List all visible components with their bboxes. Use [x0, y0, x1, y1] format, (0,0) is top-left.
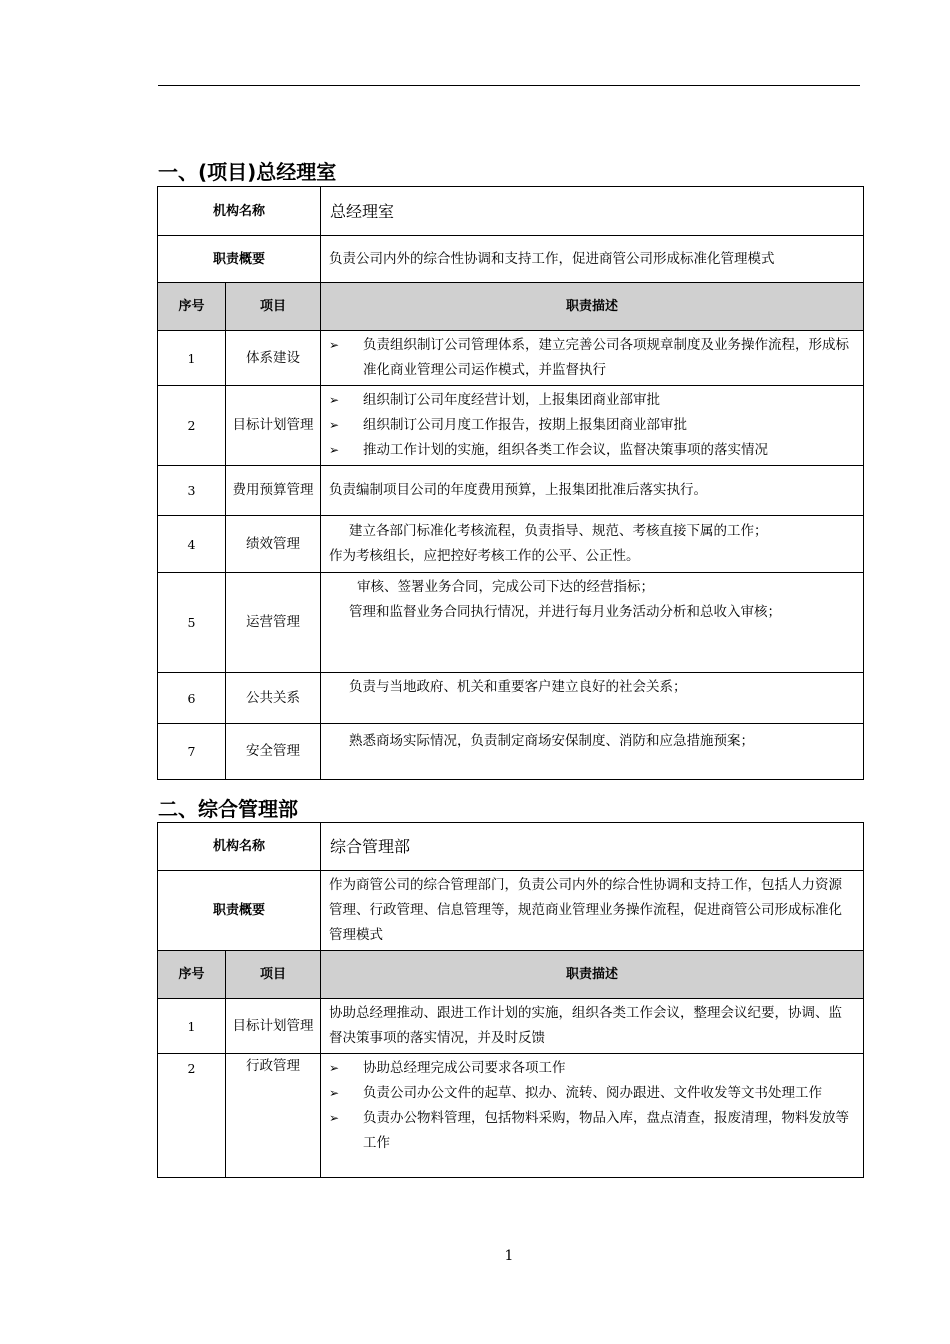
- bullet-line: ➢ 协助总经理完成公司要求各项工作: [329, 1056, 855, 1081]
- summary-label: 职责概要: [158, 871, 321, 951]
- column-header-no: 序号: [158, 283, 226, 331]
- bullet-arrow-icon: ➢: [329, 393, 340, 407]
- row-item: 目标计划管理: [226, 386, 321, 466]
- bullet-arrow-icon: ➢: [329, 1086, 340, 1100]
- bullet-line: ➢ 负责组织制订公司管理体系，建立完善公司各项规章制度及业务操作流程，形成标准化商业管理公司运作模式，并监督执行: [329, 333, 855, 383]
- row-item: 安全管理: [226, 724, 321, 780]
- row-description: [321, 673, 864, 724]
- row-number: 2: [158, 1054, 226, 1178]
- table-header-row: [158, 283, 864, 331]
- table-header-row: [158, 951, 864, 999]
- org-name-label: 机构名称: [158, 187, 321, 236]
- summary-value: 作为商管公司的综合管理部门，负责公司内外的综合性协调和支持工作，包括人力资源管理、行政管理、信息管理等，规范商业管理业务操作流程，促进商管公司形成标准化管理模式: [321, 871, 864, 951]
- row-item: 运营管理: [226, 573, 321, 673]
- header-rule: [158, 85, 860, 86]
- table-row: [158, 573, 864, 673]
- bullet-line: ➢ 负责公司办公文件的起草、拟办、流转、阅办跟进、文件收发等文书处理工作: [329, 1081, 855, 1106]
- section-title: 二、综合管理部: [158, 797, 298, 821]
- description-line: 审核、签署业务合同，完成公司下达的经营指标；: [357, 579, 655, 595]
- row-item: 绩效管理: [226, 516, 321, 573]
- table-row: [158, 386, 864, 466]
- row-description: [321, 386, 864, 466]
- table-row: [158, 331, 864, 386]
- row-number: 5: [158, 573, 226, 673]
- bullet-arrow-icon: ➢: [329, 418, 340, 432]
- bullet-line: ➢ 推动工作计划的实施，组织各类工作会议，监督决策事项的落实情况: [329, 438, 855, 463]
- org-name-value: 总经理室: [321, 187, 864, 236]
- bullet-arrow-icon: ➢: [329, 443, 340, 457]
- row-item: 公共关系: [226, 673, 321, 724]
- table-row: [158, 673, 864, 724]
- description-line: 作为考核组长，应把控好考核工作的公平、公正性。: [329, 548, 640, 564]
- column-header-desc: 职责描述: [321, 951, 864, 999]
- table-row: [158, 999, 864, 1054]
- row-number: 2: [158, 386, 226, 466]
- row-number: 4: [158, 516, 226, 573]
- table-row: [158, 516, 864, 573]
- bullet-line: ➢ 负责办公物料管理，包括物料采购，物品入库，盘点清查，报废清理，物料发放等工作: [329, 1106, 855, 1156]
- description-line: 熟悉商场实际情况，负责制定商场安保制度、消防和应急措施预案；: [349, 733, 755, 749]
- row-number: 6: [158, 673, 226, 724]
- row-description: [321, 1054, 864, 1178]
- row-description: [321, 573, 864, 673]
- row-number: 7: [158, 724, 226, 780]
- row-number: 3: [158, 466, 226, 516]
- row-description: [321, 331, 864, 386]
- row-item: 体系建设: [226, 331, 321, 386]
- row-item: 费用预算管理: [226, 466, 321, 516]
- row-description: 协助总经理推动、跟进工作计划的实施，组织各类工作会议，整理会议纪要，协调、监督决策事项的落实情况，并及时反馈: [321, 999, 864, 1054]
- org-name-value: 综合管理部: [321, 823, 864, 871]
- row-description: [321, 516, 864, 573]
- table-row: [158, 724, 864, 780]
- duty-table-general-management-dept: [157, 822, 864, 1178]
- bullet-line: ➢ 组织制订公司年度经营计划，上报集团商业部审批: [329, 388, 855, 413]
- column-header-desc: 职责描述: [321, 283, 864, 331]
- row-number: 1: [158, 999, 226, 1054]
- row-number: 1: [158, 331, 226, 386]
- table-row: [158, 1054, 864, 1178]
- row-item: 行政管理: [226, 1054, 321, 1178]
- summary-value: 负责公司内外的综合性协调和支持工作，促进商管公司形成标准化管理模式: [321, 236, 864, 283]
- column-header-item: 项目: [226, 283, 321, 331]
- description-line: 负责与当地政府、机关和重要客户建立良好的社会关系；: [349, 679, 687, 695]
- duty-table-general-manager-office: [157, 186, 864, 780]
- row-description: [321, 724, 864, 780]
- description-line: 管理和监督业务合同执行情况，并进行每月业务活动分析和总收入审核；: [349, 604, 782, 620]
- section-title: 一、(项目)总经理室: [158, 160, 337, 184]
- description-line: 建立各部门标准化考核流程，负责指导、规范、考核直接下属的工作；: [349, 523, 768, 539]
- table-row: [158, 466, 864, 516]
- row-item: 目标计划管理: [226, 999, 321, 1054]
- bullet-arrow-icon: ➢: [329, 1061, 340, 1075]
- summary-label: 职责概要: [158, 236, 321, 283]
- row-description: 负责编制项目公司的年度费用预算，上报集团批准后落实执行。: [321, 466, 864, 516]
- bullet-arrow-icon: ➢: [329, 1111, 340, 1125]
- bullet-arrow-icon: ➢: [329, 338, 340, 352]
- column-header-no: 序号: [158, 951, 226, 999]
- column-header-item: 项目: [226, 951, 321, 999]
- bullet-line: ➢ 组织制订公司月度工作报告，按期上报集团商业部审批: [329, 413, 855, 438]
- page-number: 1: [504, 1248, 514, 1264]
- org-name-label: 机构名称: [158, 823, 321, 871]
